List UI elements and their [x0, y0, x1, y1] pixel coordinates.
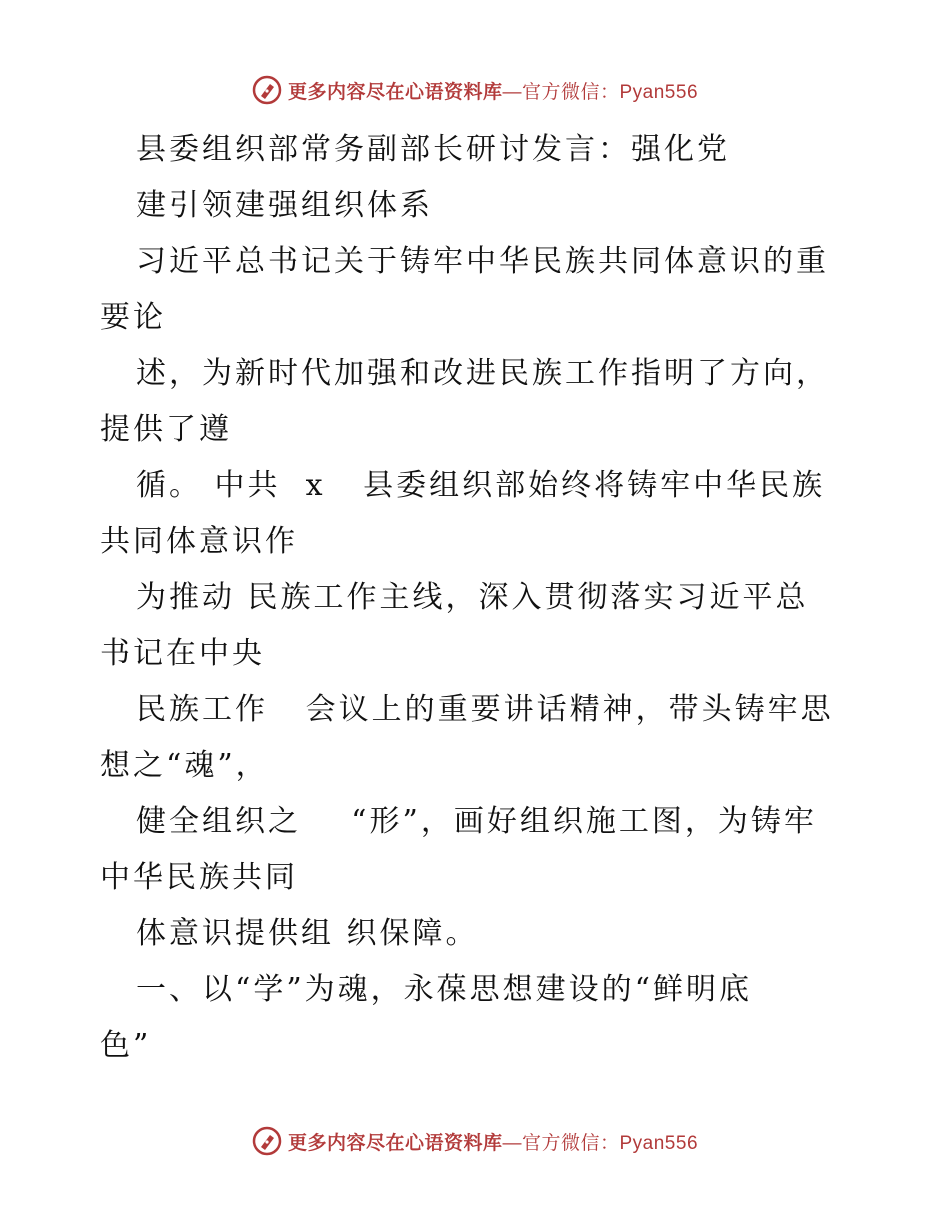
document-body-line: 书记在中央	[100, 636, 265, 671]
document-body	[100, 122, 870, 1074]
banner-contact: 官方微信：Pyan556	[522, 1132, 699, 1154]
banner-text	[288, 77, 698, 104]
banner-text	[288, 1128, 698, 1155]
document-body-line: 共同体意识作	[100, 524, 298, 559]
document-body-line: 体意识提供组 织保障。	[136, 916, 479, 951]
document-body-line: 为推动 民族工作主线，深入贯彻落实习近平总	[136, 580, 809, 615]
document-title-line: 建引领建强组织体系	[136, 188, 433, 223]
document-body-line: 提供了遵	[100, 412, 232, 447]
banner-brand: 更多内容尽在心语资料库	[287, 81, 503, 103]
document-body-line: 健全组织之 “形”，画好组织施工图，为铸牢	[136, 804, 817, 839]
document-paragraphs	[100, 234, 870, 1074]
document-body-line: 想之“魂”，	[100, 748, 269, 783]
document-title-line: 县委组织部常务副部长研讨发言：强化党	[136, 132, 730, 167]
pen-nib-icon	[252, 1126, 282, 1156]
header-watermark-banner	[0, 70, 950, 110]
document-body-line: 习近平总书记关于铸牢中华民族共同体意识的重	[136, 244, 829, 279]
banner-separator: —	[502, 1132, 522, 1154]
document-body-line: 循。 中共 x 县委组织部始终将铸牢中华民族	[136, 468, 826, 503]
document-body-line: 述，为新时代加强和改进民族工作指明了方向，	[136, 356, 829, 391]
banner-contact: 官方微信：Pyan556	[522, 81, 699, 103]
banner-brand: 更多内容尽在心语资料库	[287, 1132, 503, 1154]
banner-separator: —	[502, 81, 522, 103]
pen-nib-icon	[252, 75, 282, 105]
document-body-line: 色”	[100, 1028, 152, 1063]
document-body-line: 要论	[100, 300, 166, 335]
footer-watermark-banner	[0, 1121, 950, 1161]
document-body-line: 中华民族共同	[100, 860, 298, 895]
document-body-line: 民族工作 会议上的重要讲话精神，带头铸牢思	[136, 692, 834, 727]
document-body-line: 一、以“学”为魂，永葆思想建设的“鲜明底	[136, 972, 753, 1007]
